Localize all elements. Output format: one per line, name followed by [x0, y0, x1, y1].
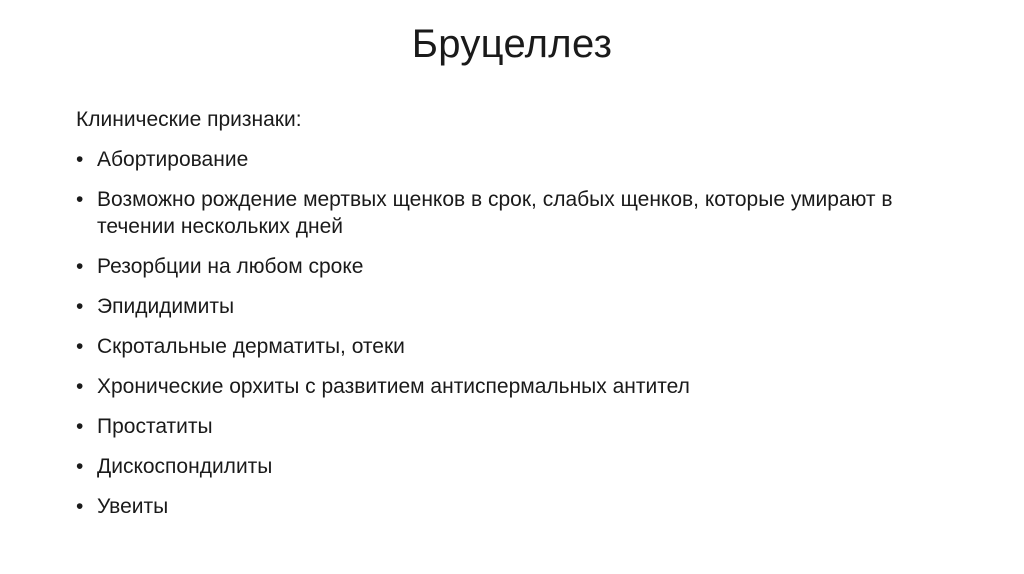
bullet-icon: • — [76, 415, 84, 438]
list-item — [76, 373, 956, 400]
list-item — [76, 493, 956, 520]
intro-text: Клинические признаки: — [76, 108, 302, 131]
list-item — [76, 293, 956, 320]
list-item-text: Абортирование — [97, 148, 249, 171]
list-item — [76, 413, 956, 440]
bullet-icon: • — [76, 495, 84, 518]
bullet-list — [76, 146, 956, 520]
list-item-text: Простатиты — [97, 415, 213, 438]
slide-content — [76, 106, 956, 533]
bullet-icon: • — [76, 295, 84, 318]
bullet-icon: • — [76, 255, 84, 278]
list-item — [76, 333, 956, 360]
bullet-icon: • — [76, 375, 84, 398]
slide-title: Бруцеллез — [411, 22, 613, 66]
bullet-icon: • — [76, 455, 84, 478]
list-item — [76, 186, 956, 240]
bullet-icon: • — [76, 335, 84, 358]
list-item — [76, 146, 956, 173]
list-item-text: Увеиты — [97, 495, 169, 518]
list-item-text: Эпидидимиты — [97, 295, 235, 318]
list-item — [76, 253, 956, 280]
bullet-icon: • — [76, 188, 84, 211]
list-item-text: Хронические орхиты с развитием антиспермальных антител — [97, 375, 690, 398]
list-item-text: Скротальные дерматиты, отеки — [97, 335, 405, 358]
bullet-icon: • — [76, 148, 84, 171]
list-item-text: Возможно рождение мертвых щенков в срок, слабых щенков, которые умирают в течении нескольких дней — [97, 188, 893, 238]
list-item — [76, 453, 956, 480]
list-item-text: Дискоспондилиты — [97, 455, 273, 478]
list-item-text: Резорбции на любом сроке — [97, 255, 364, 278]
